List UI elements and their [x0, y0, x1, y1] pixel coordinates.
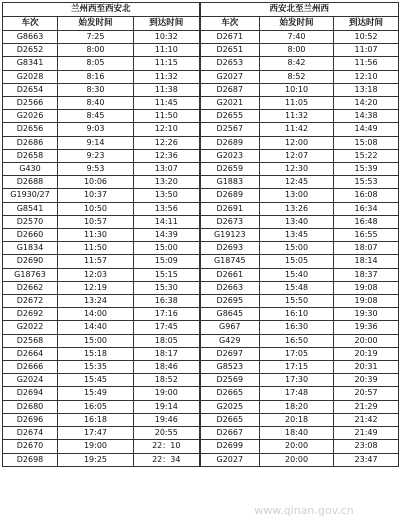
- right-train-cell: D2691: [200, 202, 260, 215]
- right-train-cell: D2661: [200, 268, 260, 281]
- left-train-cell: D2674: [3, 427, 58, 440]
- left-depart-cell: 8:05: [58, 57, 134, 70]
- left-train-cell: G18763: [3, 268, 58, 281]
- left-train-cell: D2568: [3, 334, 58, 347]
- right-train-cell: D2659: [200, 163, 260, 176]
- right-col-arrive: 到达时间: [334, 17, 399, 31]
- left-depart-cell: 10:37: [58, 189, 134, 202]
- table-row: [3, 400, 399, 413]
- left-depart-cell: 14:40: [58, 321, 134, 334]
- left-train-cell: G1834: [3, 242, 58, 255]
- left-arrive-cell: 19:00: [134, 387, 200, 400]
- left-train-cell: G8341: [3, 57, 58, 70]
- left-train-cell: G2026: [3, 110, 58, 123]
- left-train-cell: D2664: [3, 347, 58, 360]
- left-arrive-cell: 18:46: [134, 361, 200, 374]
- table-row: [3, 413, 399, 426]
- right-arrive-cell: 21:49: [334, 427, 399, 440]
- left-depart-cell: 8:45: [58, 110, 134, 123]
- right-arrive-cell: 19:36: [334, 321, 399, 334]
- right-train-cell: G2021: [200, 97, 260, 110]
- left-train-cell: D2666: [3, 361, 58, 374]
- right-arrive-cell: 18:14: [334, 255, 399, 268]
- left-col-train: 车次: [3, 17, 58, 31]
- left-train-cell: D2656: [3, 123, 58, 136]
- right-train-cell: D2673: [200, 215, 260, 228]
- right-arrive-cell: 15:39: [334, 163, 399, 176]
- right-arrive-cell: 15:53: [334, 176, 399, 189]
- left-arrive-cell: 19:46: [134, 413, 200, 426]
- watermark-text: www.qinan.gov.cn: [254, 504, 354, 517]
- left-arrive-cell: 15:00: [134, 242, 200, 255]
- right-arrive-cell: 20:19: [334, 347, 399, 360]
- table-row: [3, 31, 399, 44]
- right-arrive-cell: 14:20: [334, 97, 399, 110]
- right-depart-cell: 15:50: [260, 295, 334, 308]
- right-arrive-cell: 14:49: [334, 123, 399, 136]
- right-train-cell: G967: [200, 321, 260, 334]
- right-arrive-cell: 16:48: [334, 215, 399, 228]
- left-train-cell: D2692: [3, 308, 58, 321]
- left-train-cell: D2658: [3, 149, 58, 162]
- right-arrive-cell: 16:55: [334, 229, 399, 242]
- left-train-cell: G2022: [3, 321, 58, 334]
- left-arrive-cell: 22：34: [134, 453, 200, 466]
- left-arrive-cell: 22：10: [134, 440, 200, 453]
- table-row: [3, 321, 399, 334]
- left-arrive-cell: 11:38: [134, 83, 200, 96]
- left-train-cell: D2570: [3, 215, 58, 228]
- right-train-cell: G2027: [200, 453, 260, 466]
- left-arrive-cell: 13:07: [134, 163, 200, 176]
- left-arrive-cell: 11:15: [134, 57, 200, 70]
- left-arrive-cell: 12:26: [134, 136, 200, 149]
- left-arrive-cell: 13:50: [134, 189, 200, 202]
- right-direction-title: 西安北至兰州西: [200, 3, 399, 17]
- left-depart-cell: 8:16: [58, 70, 134, 83]
- left-depart-cell: 8:00: [58, 44, 134, 57]
- left-train-cell: D2694: [3, 387, 58, 400]
- left-train-cell: D2654: [3, 83, 58, 96]
- right-arrive-cell: 13:18: [334, 83, 399, 96]
- right-arrive-cell: 23:47: [334, 453, 399, 466]
- right-depart-cell: 16:30: [260, 321, 334, 334]
- right-arrive-cell: 21:42: [334, 413, 399, 426]
- left-train-cell: D2686: [3, 136, 58, 149]
- right-depart-cell: 15:40: [260, 268, 334, 281]
- table-row: [3, 57, 399, 70]
- left-depart-cell: 10:50: [58, 202, 134, 215]
- table-row: [3, 374, 399, 387]
- left-train-cell: D2566: [3, 97, 58, 110]
- right-train-cell: D2665: [200, 387, 260, 400]
- right-depart-cell: 17:30: [260, 374, 334, 387]
- right-arrive-cell: 16:08: [334, 189, 399, 202]
- left-depart-cell: 16:05: [58, 400, 134, 413]
- table-row: [3, 110, 399, 123]
- right-train-cell: G18745: [200, 255, 260, 268]
- right-depart-cell: 7:40: [260, 31, 334, 44]
- left-train-cell: D2690: [3, 255, 58, 268]
- left-col-arrive: 到达时间: [134, 17, 200, 31]
- left-direction-title: 兰州西至西安北: [3, 3, 200, 17]
- left-depart-cell: 15:00: [58, 334, 134, 347]
- left-depart-cell: 8:40: [58, 97, 134, 110]
- direction-header-row: [3, 3, 399, 17]
- right-depart-cell: 16:50: [260, 334, 334, 347]
- left-depart-cell: 15:49: [58, 387, 134, 400]
- table-row: [3, 70, 399, 83]
- right-train-cell: D2693: [200, 242, 260, 255]
- left-arrive-cell: 11:45: [134, 97, 200, 110]
- left-col-depart: 始发时间: [58, 17, 134, 31]
- right-depart-cell: 11:32: [260, 110, 334, 123]
- right-depart-cell: 8:52: [260, 70, 334, 83]
- table-row: [3, 387, 399, 400]
- table-row: [3, 281, 399, 294]
- right-train-cell: D2699: [200, 440, 260, 453]
- right-depart-cell: 20:18: [260, 413, 334, 426]
- right-train-cell: D2653: [200, 57, 260, 70]
- right-col-depart: 始发时间: [260, 17, 334, 31]
- right-col-train: 车次: [200, 17, 260, 31]
- right-train-cell: D2695: [200, 295, 260, 308]
- right-depart-cell: 13:40: [260, 215, 334, 228]
- left-train-cell: G2024: [3, 374, 58, 387]
- left-depart-cell: 11:50: [58, 242, 134, 255]
- right-arrive-cell: 15:22: [334, 149, 399, 162]
- left-arrive-cell: 14:11: [134, 215, 200, 228]
- table-row: [3, 44, 399, 57]
- left-depart-cell: 13:24: [58, 295, 134, 308]
- right-depart-cell: 18:40: [260, 427, 334, 440]
- right-depart-cell: 17:05: [260, 347, 334, 360]
- right-train-cell: D2689: [200, 189, 260, 202]
- right-train-cell: D2697: [200, 347, 260, 360]
- table-row: [3, 189, 399, 202]
- left-depart-cell: 9:23: [58, 149, 134, 162]
- right-train-cell: D2655: [200, 110, 260, 123]
- table-row: [3, 347, 399, 360]
- right-arrive-cell: 20:57: [334, 387, 399, 400]
- right-arrive-cell: 16:34: [334, 202, 399, 215]
- left-depart-cell: 19:00: [58, 440, 134, 453]
- right-depart-cell: 13:00: [260, 189, 334, 202]
- left-depart-cell: 9:03: [58, 123, 134, 136]
- right-depart-cell: 12:45: [260, 176, 334, 189]
- table-row: [3, 295, 399, 308]
- table-row: [3, 215, 399, 228]
- right-arrive-cell: 20:00: [334, 334, 399, 347]
- right-arrive-cell: 23:08: [334, 440, 399, 453]
- table-row: [3, 453, 399, 466]
- right-arrive-cell: 21:29: [334, 400, 399, 413]
- left-depart-cell: 11:57: [58, 255, 134, 268]
- right-depart-cell: 8:42: [260, 57, 334, 70]
- left-depart-cell: 8:30: [58, 83, 134, 96]
- right-depart-cell: 11:42: [260, 123, 334, 136]
- right-depart-cell: 12:07: [260, 149, 334, 162]
- left-train-cell: D2660: [3, 229, 58, 242]
- left-arrive-cell: 14:39: [134, 229, 200, 242]
- right-train-cell: D2663: [200, 281, 260, 294]
- right-train-cell: D2567: [200, 123, 260, 136]
- right-depart-cell: 12:30: [260, 163, 334, 176]
- left-train-cell: G430: [3, 163, 58, 176]
- right-train-cell: D2689: [200, 136, 260, 149]
- left-arrive-cell: 11:10: [134, 44, 200, 57]
- table-row: [3, 334, 399, 347]
- right-train-cell: G1883: [200, 176, 260, 189]
- right-depart-cell: 20:00: [260, 440, 334, 453]
- right-train-cell: D2667: [200, 427, 260, 440]
- table-row: [3, 97, 399, 110]
- left-arrive-cell: 18:52: [134, 374, 200, 387]
- left-arrive-cell: 15:15: [134, 268, 200, 281]
- right-arrive-cell: 19:08: [334, 281, 399, 294]
- right-train-cell: D2665: [200, 413, 260, 426]
- left-train-cell: D2688: [3, 176, 58, 189]
- train-schedule: [2, 2, 398, 526]
- schedule-table: [2, 2, 399, 467]
- right-depart-cell: 8:00: [260, 44, 334, 57]
- right-arrive-cell: 15:08: [334, 136, 399, 149]
- left-arrive-cell: 13:56: [134, 202, 200, 215]
- table-row: [3, 308, 399, 321]
- left-arrive-cell: 13:20: [134, 176, 200, 189]
- right-depart-cell: 15:48: [260, 281, 334, 294]
- right-arrive-cell: 18:37: [334, 268, 399, 281]
- right-arrive-cell: 14:38: [334, 110, 399, 123]
- right-arrive-cell: 19:08: [334, 295, 399, 308]
- right-depart-cell: 15:05: [260, 255, 334, 268]
- table-row: [3, 440, 399, 453]
- right-depart-cell: 11:05: [260, 97, 334, 110]
- left-arrive-cell: 19:14: [134, 400, 200, 413]
- right-depart-cell: 12:00: [260, 136, 334, 149]
- right-train-cell: G8645: [200, 308, 260, 321]
- left-arrive-cell: 18:17: [134, 347, 200, 360]
- table-row: [3, 83, 399, 96]
- right-depart-cell: 16:10: [260, 308, 334, 321]
- left-depart-cell: 12:19: [58, 281, 134, 294]
- table-row: [3, 361, 399, 374]
- right-arrive-cell: 20:31: [334, 361, 399, 374]
- left-depart-cell: 9:14: [58, 136, 134, 149]
- right-depart-cell: 18:20: [260, 400, 334, 413]
- table-row: [3, 242, 399, 255]
- column-header-row: [3, 17, 399, 31]
- left-train-cell: G8663: [3, 31, 58, 44]
- schedule-body: [3, 31, 399, 467]
- right-train-cell: G429: [200, 334, 260, 347]
- left-depart-cell: 15:18: [58, 347, 134, 360]
- left-depart-cell: 15:45: [58, 374, 134, 387]
- left-arrive-cell: 20:55: [134, 427, 200, 440]
- left-arrive-cell: 18:05: [134, 334, 200, 347]
- table-row: [3, 136, 399, 149]
- right-train-cell: G2023: [200, 149, 260, 162]
- right-train-cell: D2671: [200, 31, 260, 44]
- table-row: [3, 149, 399, 162]
- right-arrive-cell: 12:10: [334, 70, 399, 83]
- table-row: [3, 202, 399, 215]
- right-train-cell: D2687: [200, 83, 260, 96]
- left-train-cell: G1930/27: [3, 189, 58, 202]
- right-depart-cell: 20:00: [260, 453, 334, 466]
- left-depart-cell: 10:57: [58, 215, 134, 228]
- right-train-cell: D2569: [200, 374, 260, 387]
- left-arrive-cell: 17:45: [134, 321, 200, 334]
- right-arrive-cell: 18:07: [334, 242, 399, 255]
- right-train-cell: G2025: [200, 400, 260, 413]
- left-arrive-cell: 10:32: [134, 31, 200, 44]
- left-depart-cell: 17:47: [58, 427, 134, 440]
- right-depart-cell: 15:00: [260, 242, 334, 255]
- left-arrive-cell: 11:32: [134, 70, 200, 83]
- right-train-cell: G19123: [200, 229, 260, 242]
- left-depart-cell: 19:25: [58, 453, 134, 466]
- watermark-logo: [224, 496, 384, 522]
- left-arrive-cell: 12:10: [134, 123, 200, 136]
- table-row: [3, 268, 399, 281]
- table-row: [3, 163, 399, 176]
- left-arrive-cell: 12:36: [134, 149, 200, 162]
- table-row: [3, 427, 399, 440]
- left-depart-cell: 14:00: [58, 308, 134, 321]
- right-depart-cell: 17:15: [260, 361, 334, 374]
- right-train-cell: G8523: [200, 361, 260, 374]
- left-depart-cell: 12:03: [58, 268, 134, 281]
- right-depart-cell: 13:26: [260, 202, 334, 215]
- left-depart-cell: 7:25: [58, 31, 134, 44]
- left-train-cell: D2696: [3, 413, 58, 426]
- left-arrive-cell: 11:50: [134, 110, 200, 123]
- left-arrive-cell: 15:09: [134, 255, 200, 268]
- table-row: [3, 229, 399, 242]
- left-train-cell: G2028: [3, 70, 58, 83]
- left-depart-cell: 9:53: [58, 163, 134, 176]
- left-depart-cell: 10:06: [58, 176, 134, 189]
- left-train-cell: D2698: [3, 453, 58, 466]
- table-row: [3, 176, 399, 189]
- left-train-cell: D2672: [3, 295, 58, 308]
- table-row: [3, 123, 399, 136]
- left-depart-cell: 16:18: [58, 413, 134, 426]
- left-arrive-cell: 15:30: [134, 281, 200, 294]
- left-train-cell: D2652: [3, 44, 58, 57]
- left-train-cell: D2662: [3, 281, 58, 294]
- right-arrive-cell: 19:30: [334, 308, 399, 321]
- left-train-cell: D2680: [3, 400, 58, 413]
- table-row: [3, 255, 399, 268]
- right-arrive-cell: 11:56: [334, 57, 399, 70]
- right-depart-cell: 13:45: [260, 229, 334, 242]
- right-arrive-cell: 20:39: [334, 374, 399, 387]
- left-depart-cell: 11:30: [58, 229, 134, 242]
- right-arrive-cell: 11:07: [334, 44, 399, 57]
- right-depart-cell: 10:10: [260, 83, 334, 96]
- right-train-cell: G2027: [200, 70, 260, 83]
- right-arrive-cell: 10:52: [334, 31, 399, 44]
- left-depart-cell: 15:35: [58, 361, 134, 374]
- right-depart-cell: 17:48: [260, 387, 334, 400]
- left-train-cell: D2670: [3, 440, 58, 453]
- left-train-cell: G8541: [3, 202, 58, 215]
- left-arrive-cell: 16:38: [134, 295, 200, 308]
- left-arrive-cell: 17:16: [134, 308, 200, 321]
- right-train-cell: D2651: [200, 44, 260, 57]
